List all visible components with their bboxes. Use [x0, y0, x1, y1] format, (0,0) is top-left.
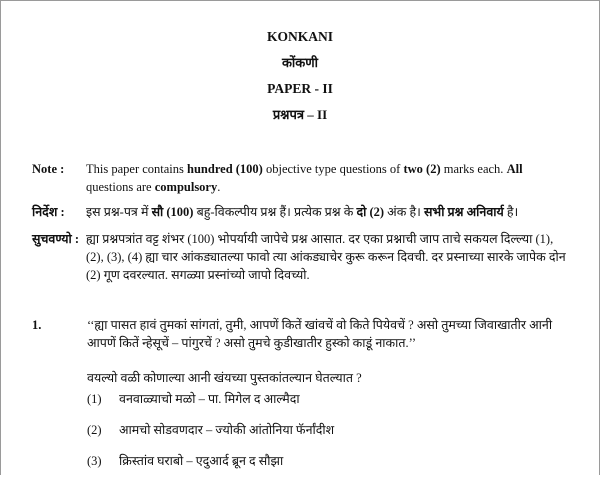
konkani-instruction-label: सुचवण्यो : [32, 232, 80, 246]
note-instruction [32, 160, 572, 196]
note-label: Note : [32, 162, 65, 176]
answer-options [32, 390, 572, 483]
hindi-text-part: अंक है। [384, 205, 424, 219]
note-text-part: marks each. [440, 162, 507, 176]
hindi-bold-compulsory: सभी प्रश्न अनिवार्य [423, 205, 504, 219]
konkani-instruction-text: ह्या प्रश्नपत्रांत वट्ट शंभर (100) भोपर्यायी जापेचे प्रश्न आसात. दर एका प्रश्नाची जाप ताचे सकयल दिल्ल्या (1), (2), (3), (4) ह्या चार आंकड्यातल्या फावो त्या आंकड्याचेर कुरू करून दिवची. दर प्रस्नाच्या सारके जापेक दोन (2) गूण दवरल्यात. सगळ्या प्रस्नांच्यो जापो दिवच्यो. [86, 232, 566, 282]
answer-option-1[interactable] [87, 390, 572, 408]
paper-title: PAPER - II [267, 81, 333, 96]
hindi-text-part: बहु-विकल्पीय प्रश्न हैं। प्रत्येक प्रश्न के [193, 205, 357, 219]
hindi-instruction-label: निर्देश : [32, 205, 65, 219]
option-number: (2) [87, 423, 102, 437]
answer-option-3[interactable] [87, 452, 572, 470]
subject-title: KONKANI [266, 29, 333, 44]
note-text-part: questions are [86, 180, 155, 194]
question-number: 1. [32, 318, 42, 332]
question-1 [32, 316, 572, 387]
note-text-part: objective type questions of [262, 162, 404, 176]
option-number: (1) [87, 392, 102, 406]
hindi-instruction [32, 203, 572, 221]
note-bold-compulsory: compulsory [154, 180, 218, 194]
option-text: आमचो सोडवणदार – ज्योकी आंतोनिया फॅर्नांदीश [119, 423, 335, 437]
note-bold-count: hundred (100) [187, 162, 263, 176]
paper-header [0, 30, 600, 134]
note-text-part: . [217, 180, 221, 194]
hindi-instruction-text [86, 203, 572, 221]
answer-option-2[interactable] [87, 421, 572, 439]
hindi-text-part: इस प्रश्न-पत्र में [86, 205, 152, 219]
note-text-part: This paper contains [86, 162, 188, 176]
hindi-bold-count: सौ (100) [151, 205, 194, 219]
note-text [86, 160, 572, 196]
konkani-instruction [32, 230, 572, 284]
paper-title-native: प्रश्नपत्र – II [272, 107, 328, 122]
question-prompt: वयल्यो वळी कोणाल्या आनी खंयच्या पुस्तकांतल्यान घेतल्यात ? [87, 371, 362, 385]
subject-title-native: कोंकणी [281, 55, 319, 70]
page-border-top [0, 0, 600, 1]
question-quote: ‘‘ह्या पासत हावं तुमकां सांगतां, तुमी, आपणें कितें खांवचें वो किते पियेवचें ? असो तुमच्या जिवाखातीर आनी आपणें कितें न्हेसूचें – पांगुरचें ? असो तुमचे कुडीखातीर हुस्को काडूं नाकात.’’ [87, 318, 553, 350]
hindi-bold-marks: दो (2) [356, 205, 385, 219]
note-bold-all: All [506, 162, 523, 176]
option-number: (3) [87, 454, 102, 468]
option-text: वनवाळ्याचो मळो – पा. मिगेल द आल्मैदा [119, 392, 300, 406]
hindi-text-part: है। [503, 205, 519, 219]
note-bold-marks: two (2) [403, 162, 441, 176]
option-text: क्रिस्तांव घराबो – एदुआर्द ब्रून द सौझा [119, 454, 284, 468]
